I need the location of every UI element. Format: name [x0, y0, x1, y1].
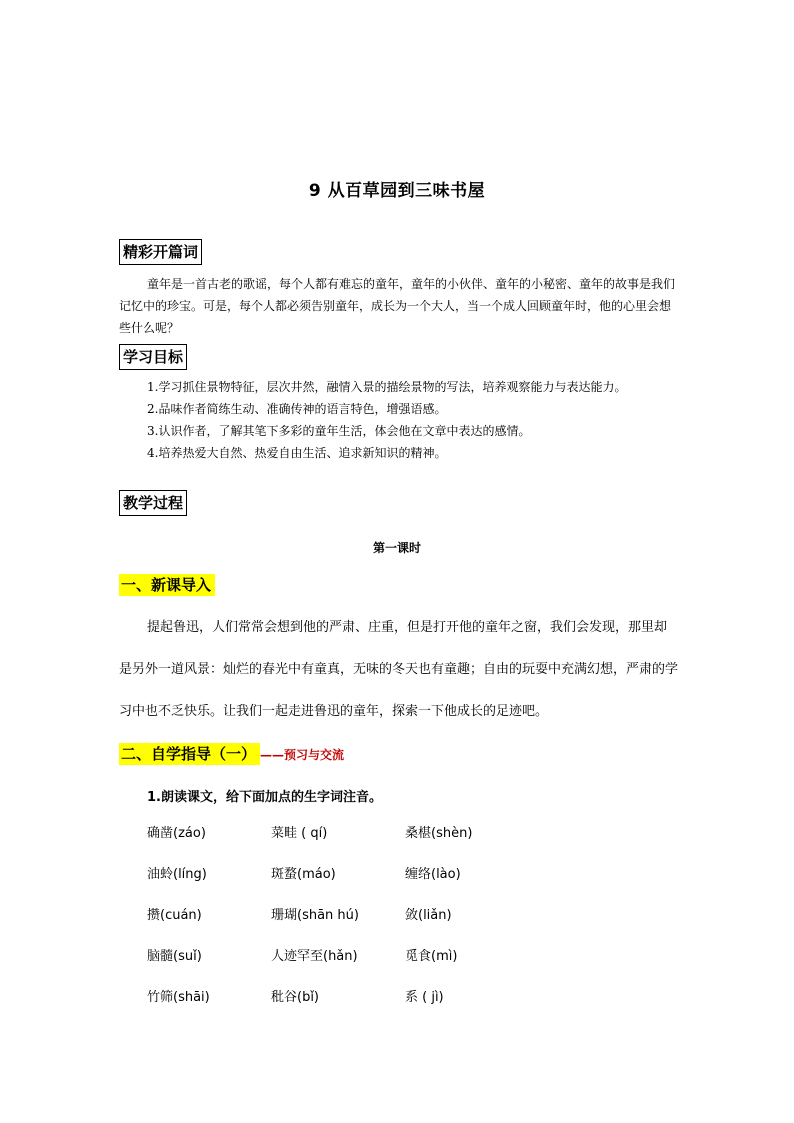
- vocab-item: 觅食(mì): [405, 949, 458, 964]
- opening-text: 童年是一首古老的歌谣，每个人都有难忘的童年，童年的小伙伴、童年的小秘密、童年的故事是我们记忆中的珍宝。可是，每个人都必须告别童年，成长为一个大人，当一个成人回顾童年时，他的心里会想些什么呢？: [119, 277, 676, 335]
- vocab-item: 珊瑚(shān hú): [271, 908, 359, 923]
- intro-paragraph: [119, 606, 679, 732]
- objective-item: 4.培养热爱大自然、热爱自由生活、追求新知识的精神。: [147, 446, 447, 460]
- objective-item: 2.品味作者简练生动、准确传神的语言特色，增强语感。: [147, 402, 447, 416]
- vocab-row: [147, 986, 547, 1027]
- vocab-row: [147, 945, 547, 986]
- vocab-item: 秕谷(bǐ): [271, 990, 320, 1005]
- self-study-heading-text: 二、自学指导（一）: [119, 743, 260, 765]
- vocab-row: [147, 863, 547, 904]
- vocab-item: 缠络(lào): [405, 867, 461, 882]
- vocab-item: 敛(liǎn): [405, 908, 452, 923]
- self-study-subheading: ——预习与交流: [260, 748, 345, 762]
- intro-heading: [119, 572, 215, 598]
- page-title: 9 从百草园到三味书屋: [308, 181, 486, 201]
- objectives-heading: 学习目标: [119, 344, 187, 370]
- lesson-label: 第一课时: [372, 541, 421, 555]
- vocab-item: 斑蝥(máo): [271, 867, 336, 882]
- vocab-row: [147, 822, 547, 863]
- opening-heading: 精彩开篇词: [119, 239, 202, 265]
- opening-paragraph: [119, 273, 679, 339]
- vocab-item: 系 ( jì): [405, 990, 444, 1005]
- vocab-item: 脑髓(suǐ): [147, 949, 202, 964]
- process-heading: 教学过程: [119, 490, 187, 516]
- question-1: 1.朗读课文，给下面加点的生字词注音。: [147, 790, 382, 805]
- self-study-heading: [119, 741, 344, 768]
- vocab-row: [147, 904, 547, 945]
- intro-text: 提起鲁迅，人们常常会想到他的严肃、庄重，但是打开他的童年之窗，我们会发现，那里却是另外一道风景：灿烂的春光中有童真，无味的冬天也有童趣；自由的玩耍中充满幻想，严肃的学习中也不乏快乐。让我们一起走进鲁迅的童年，探索一下他成长的足迹吧。: [119, 619, 679, 718]
- intro-heading-text: 一、新课导入: [119, 574, 215, 596]
- vocab-item: 菜畦 ( qí): [271, 826, 328, 841]
- vocab-item: 人迹罕至(hǎn): [271, 949, 358, 964]
- vocab-item: 竹筛(shāi): [147, 990, 210, 1005]
- objective-item: 3.认识作者，了解其笔下多彩的童年生活，体会他在文章中表达的感情。: [147, 424, 531, 438]
- vocab-item: 油蛉(líng): [147, 867, 207, 882]
- objective-item: 1.学习抓住景物特征，层次井然，融情入景的描绘景物的写法，培养观察能力与表达能力。: [147, 380, 627, 394]
- vocab-grid: [147, 822, 547, 1027]
- vocab-item: 攒(cuán): [147, 908, 202, 923]
- vocab-item: 桑椹(shèn): [405, 826, 473, 841]
- vocab-item: 确凿(záo): [147, 826, 206, 841]
- objectives-list: [119, 376, 679, 464]
